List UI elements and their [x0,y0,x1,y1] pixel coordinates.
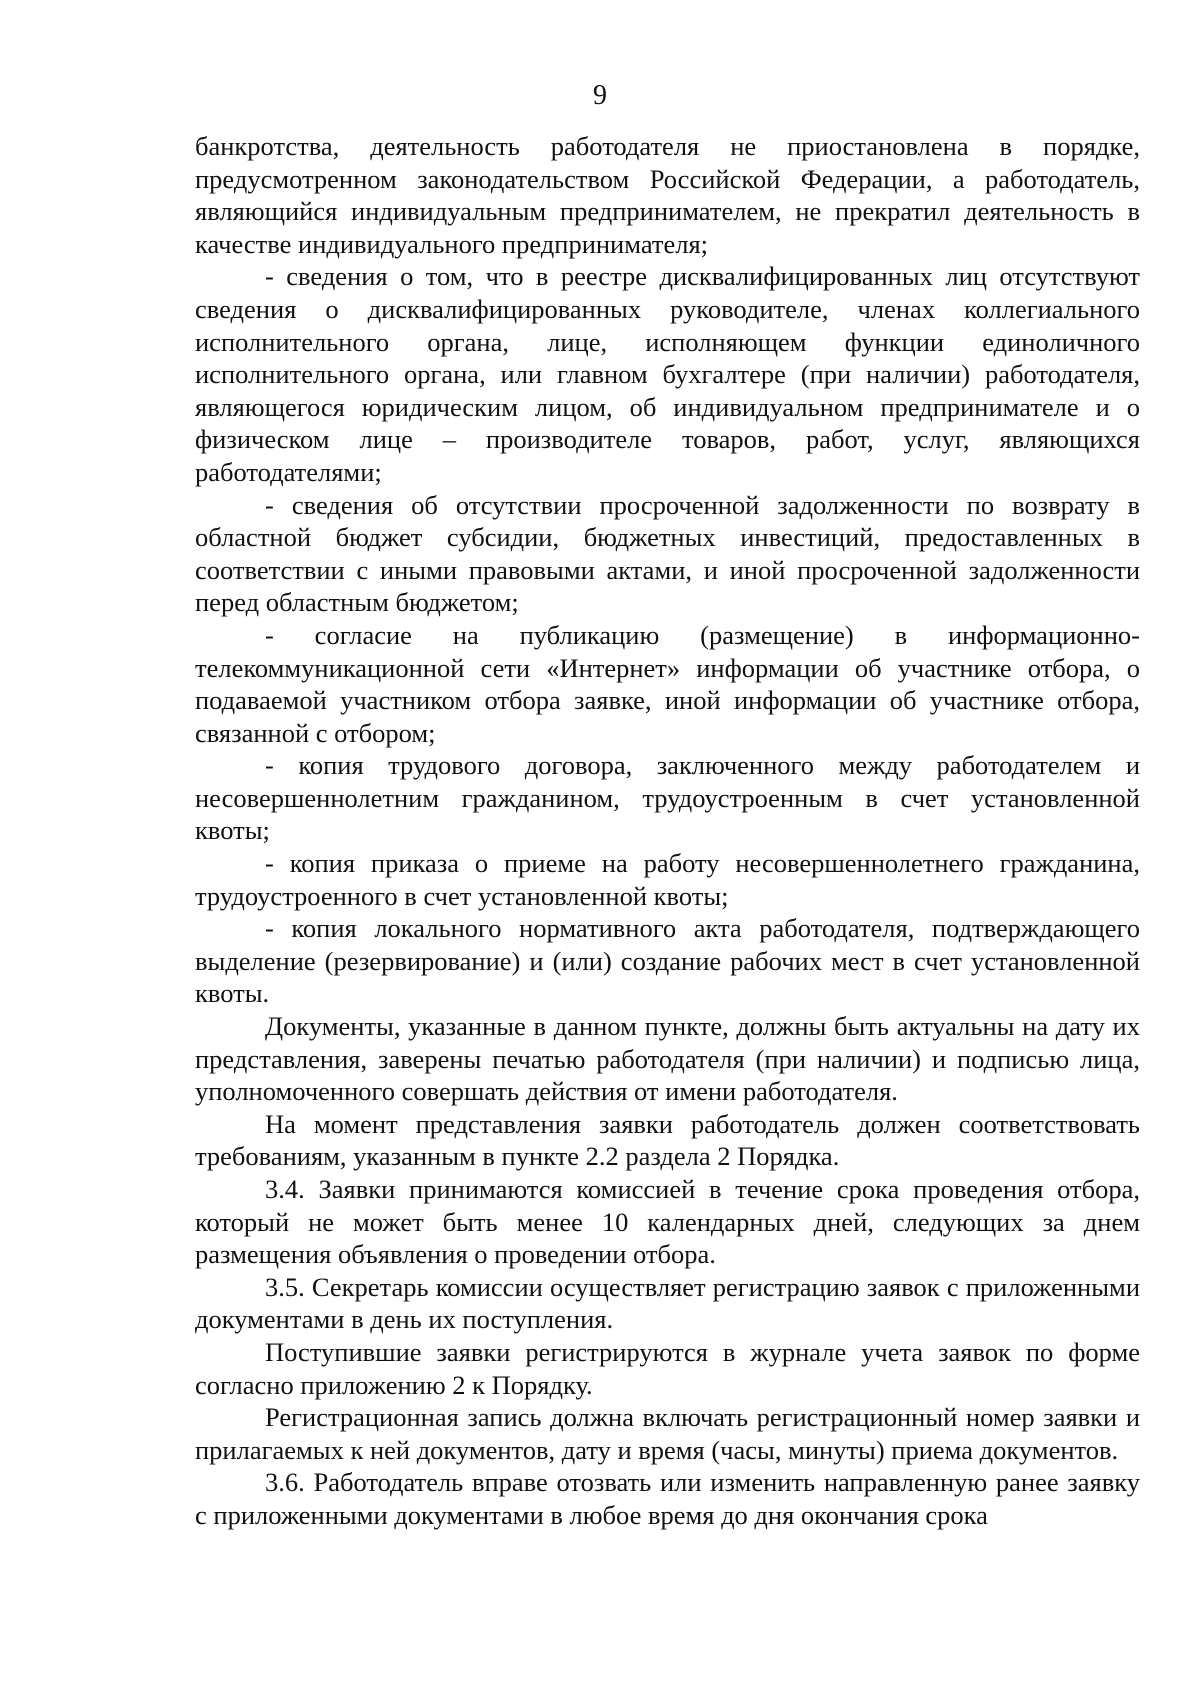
paragraph: Документы, указанные в данном пункте, должны быть актуальны на дату их представления, заверены печатью работодателя (при наличии) и подписью лица, уполномоченного совершать действия от имени работодателя. [195,1011,1140,1107]
paragraph: - копия приказа о приеме на работу несовершеннолетнего гражданина, трудоустроенного в счет установленной квоты; [195,848,1140,911]
paragraph: - копия трудового договора, заключенного между работодателем и несовершеннолетним гражданином, трудоустроенным в счет установленной квоты; [195,750,1140,846]
paragraph: - копия локального нормативного акта работодателя, подтверждающего выделение (резервирование) и (или) создание рабочих мест в счет установленной квоты. [195,913,1140,1009]
paragraph: Регистрационная запись должна включать регистрационный номер заявки и прилагаемых к ней документов, дату и время (часы, минуты) приема документов. [195,1402,1140,1465]
paragraph: - сведения об отсутствии просроченной задолженности по возврату в областной бюджет субсидии, бюджетных инвестиций, предоставленных в соответствии с иными правовыми актами, и иной просроченной задолженности перед областным бюджетом; [195,489,1140,618]
paragraph: - согласие на публикацию (размещение) в информационно-телекоммуникационной сети «Интернет» информации об участнике отбора, о подаваемой участником отбора заявке, иной информации об участнике отбора, связанной с отбором; [195,619,1140,748]
paragraph: 3.5. Секретарь комиссии осуществляет регистрацию заявок с приложенными документами в день их поступления. [195,1271,1140,1335]
paragraph: 3.4. Заявки принимаются комиссией в течение срока проведения отбора, который не может быть менее 10 календарных дней, следующих за днем размещения объявления о проведении отбора. [195,1174,1140,1270]
paragraph: банкротства, деятельность работодателя не приостановлена в порядке, предусмотренном законодательством Российской Федерации, а работодатель, являющийся индивидуальным предпринимателем, не прекратил деятельность в качестве индивидуального предпринимателя; [195,131,1140,259]
page-number: 9 [593,80,607,111]
paragraph: Поступившие заявки регистрируются в журнале учета заявок по форме согласно приложению 2 к Порядку. [195,1336,1140,1400]
paragraph: 3.6. Работодатель вправе отозвать или изменить направленную ранее заявку с приложенными документами в любое время до дня окончания срока [195,1467,1140,1530]
paragraph: - сведения о том, что в реестре дисквалифицированных лиц отсутствуют сведения о дисквалифицированных руководителе, членах коллегиального исполнительного органа, лице, исполняющем функции единоличного исполнительного органа, или главном бухгалтере (при наличии) работодателя, являющегося юридическим лицом, об индивидуальном предпринимателе и о физическом лице – производителе товаров, работ, услуг, являющихся работодателями; [195,261,1140,487]
document-body [195,130,1140,1532]
paragraph: На момент представления заявки работодатель должен соответствовать требованиям, указанным в пункте 2.2 раздела 2 Порядка. [195,1108,1140,1172]
